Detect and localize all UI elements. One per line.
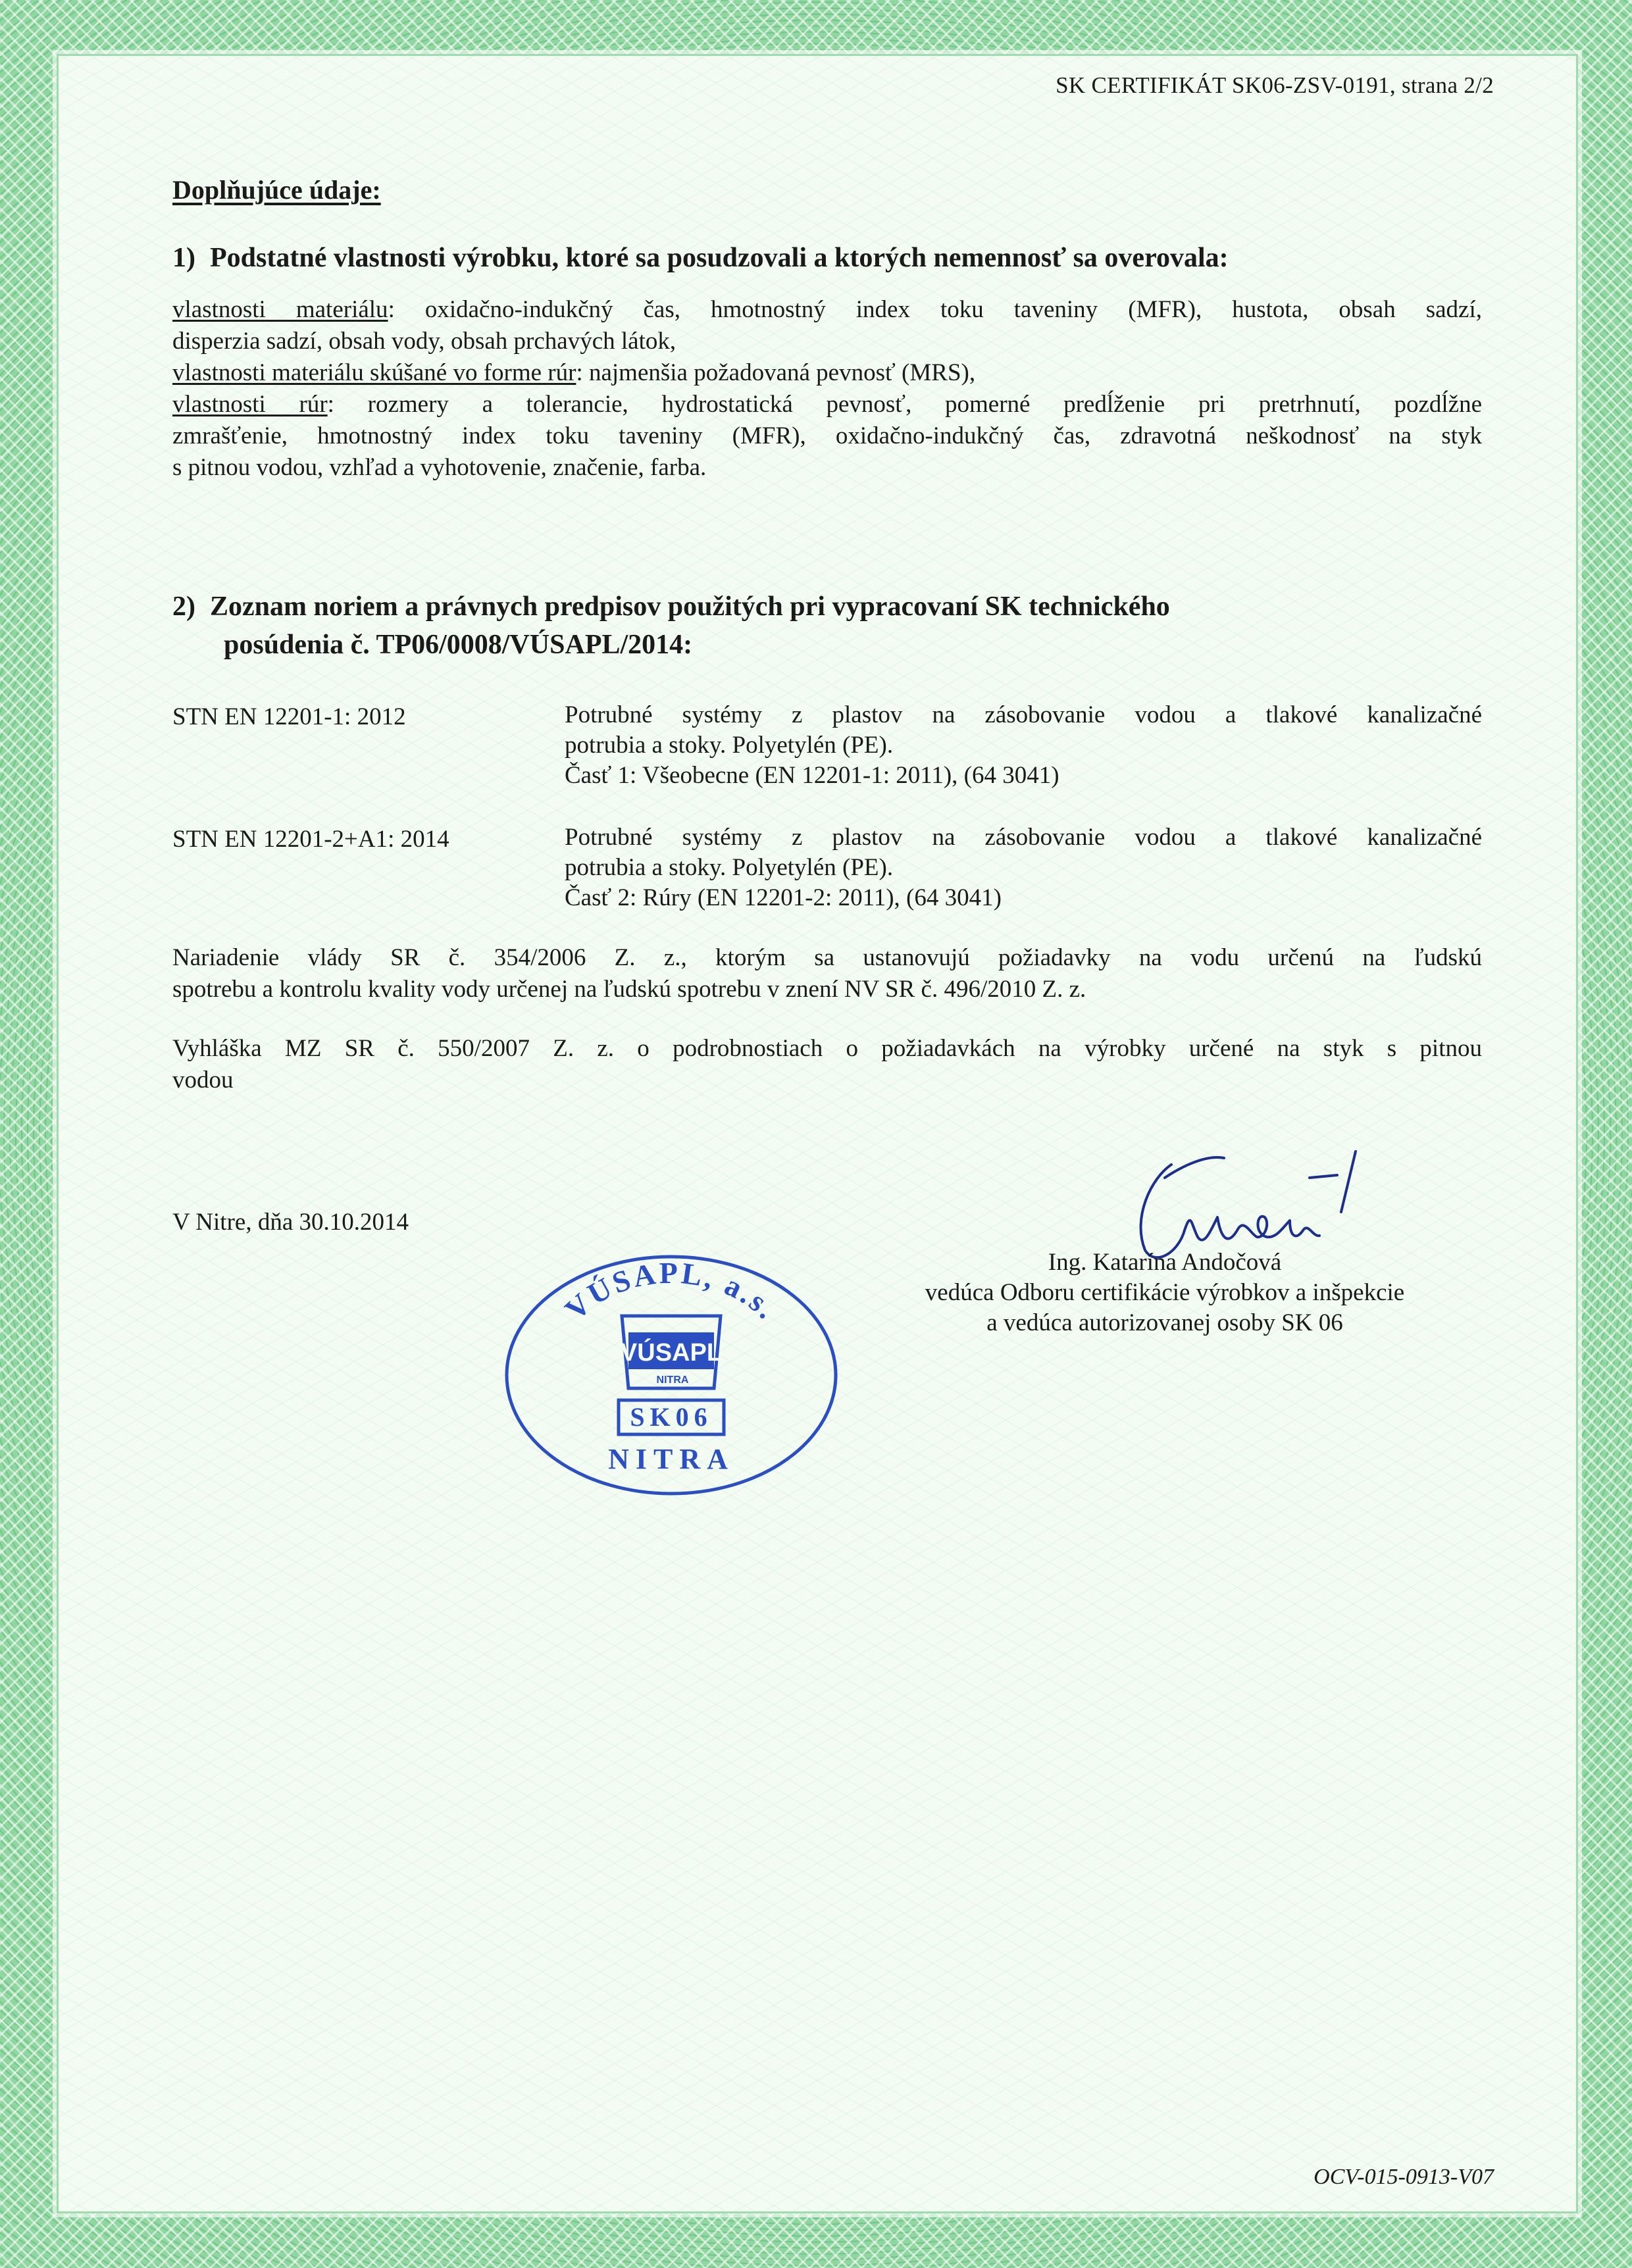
properties-text: zmrašťenie, hmotnostný index toku taveniny (MFR), oxidačno-indukčný čas, zdravotná neškodnosť na styk xyxy=(172,422,1482,449)
regulation-line: Nariadenie vlády SR č. 354/2006 Z. z., ktorým sa ustanovujú požiadavky na vodu určenú na ľudskú xyxy=(172,944,1482,971)
signatory-name: Ing. Katarína Andočová xyxy=(1048,1249,1282,1276)
properties-line xyxy=(172,389,1482,420)
properties-line xyxy=(172,294,1482,326)
properties-text: : najmenšia požadovaná pevnosť (MRS), xyxy=(576,359,976,386)
stamp-bottom-text: NITRA xyxy=(608,1443,734,1475)
stamp-logo-text: VÚSAPL xyxy=(620,1339,723,1367)
item2-heading xyxy=(172,591,1170,622)
signatory-role: a vedúca autorizovanej osoby SK 06 xyxy=(986,1309,1343,1336)
standard-desc-line: potrubia a stoky. Polyetylén (PE). xyxy=(565,854,894,881)
properties-text: s pitnou vodou, vzhľad a vyhotovenie, značenie, farba. xyxy=(172,454,707,481)
item1-heading-text: Podstatné vlastnosti výrobku, ktoré sa posudzovali a ktorých nemennosť sa overovala: xyxy=(210,243,1229,273)
signatory-role: vedúca Odboru certifikácie výrobkov a inšpekcie xyxy=(925,1279,1405,1306)
standard-desc-line: Časť 2: Rúry (EN 12201-2: 2011), (64 3041) xyxy=(565,884,1002,911)
standard-desc-line: Potrubné systémy z plastov na zásobovanie vodou a tlakové kanalizačné xyxy=(565,824,1482,851)
stamp-logo xyxy=(621,1316,722,1388)
regulation-line: spotrebu a kontrolu kvality vody určenej na ľudskú spotrebu v znení NV SR č. 496/2010 Z. z. xyxy=(172,976,1086,1003)
standard-code: STN EN 12201-2+A1: 2014 xyxy=(172,826,449,853)
stamp-top-text: VÚSAPL, a.s. xyxy=(558,1255,785,1327)
section-title: Doplňujúce údaje: xyxy=(172,175,381,205)
properties-label: vlastnosti materiálu skúšané vo forme rúr xyxy=(172,359,576,386)
properties-text: : oxidačno-indukčný čas, hmotnostný index toku taveniny (MFR), hustota, obsah sadzí, xyxy=(388,296,1482,323)
place-and-date: V Nitre, dňa 30.10.2014 xyxy=(172,1209,409,1236)
standard-desc-line: Potrubné systémy z plastov na zásobovanie vodou a tlakové kanalizačné xyxy=(565,701,1482,728)
regulation-line: vodou xyxy=(172,1067,234,1094)
standard-description xyxy=(565,700,1482,791)
properties-label: vlastnosti materiálu xyxy=(172,296,388,323)
properties-line xyxy=(172,420,1482,452)
item1-number: 1) xyxy=(172,243,195,273)
properties-label: vlastnosti rúr xyxy=(172,391,328,418)
signatory-block xyxy=(869,1247,1461,1338)
properties-line xyxy=(172,452,1482,484)
item2-number: 2) xyxy=(172,592,195,622)
stamp-logo-sub: NITRA xyxy=(656,1374,689,1386)
standard-description xyxy=(565,822,1482,913)
properties-text: : rozmery a tolerancie, hydrostatická pevnosť, pomerné predĺženie pri pretrhnutí, pozdĺžne xyxy=(327,391,1483,418)
properties-line xyxy=(172,357,1482,389)
properties-text: disperzia sadzí, obsah vody, obsah prchavých látok, xyxy=(172,328,676,355)
certificate-reference: SK CERTIFIKÁT SK06-ZSV-0191, strana 2/2 xyxy=(1056,72,1494,98)
stamp-code: SK06 xyxy=(630,1402,713,1432)
standard-code: STN EN 12201-1: 2012 xyxy=(172,703,406,730)
properties-line xyxy=(172,326,1482,357)
item1-properties xyxy=(172,294,1482,484)
form-code: OCV-015-0913-V07 xyxy=(1313,2165,1494,2189)
official-stamp xyxy=(487,1237,855,1513)
item2-heading-line1: Zoznam noriem a právnych predpisov použitých pri vypracovaní SK technického xyxy=(210,592,1170,622)
item2-heading-line2: posúdenia č. TP06/0008/VÚSAPL/2014: xyxy=(224,630,693,660)
regulation-decree xyxy=(172,1033,1482,1096)
item1-heading xyxy=(172,242,1229,274)
standard-desc-line: potrubia a stoky. Polyetylén (PE). xyxy=(565,732,894,759)
regulation-line: Vyhláška MZ SR č. 550/2007 Z. z. o podrobnostiach o požiadavkách na výrobky určené na styk s pitnou xyxy=(172,1035,1482,1062)
regulation-government xyxy=(172,942,1482,1005)
standard-desc-line: Časť 1: Všeobecne (EN 12201-1: 2011), (64 3041) xyxy=(565,762,1059,789)
